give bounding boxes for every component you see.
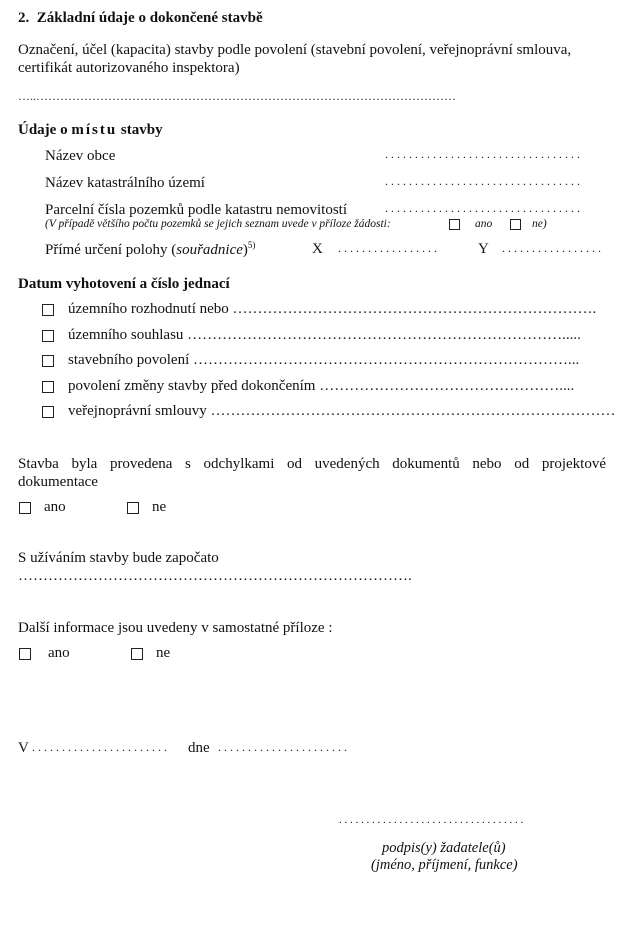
- parcels-list-yes-checkbox[interactable]: [449, 219, 460, 230]
- y-label: Y: [478, 241, 489, 257]
- usage-label: S užíváním stavby bude započato: [18, 550, 219, 566]
- decision-label: povolení změny stavby před dokončením: [68, 378, 316, 394]
- attachment-no-checkbox[interactable]: [131, 648, 143, 660]
- decision-label: stavebního povolení: [68, 352, 190, 368]
- decision-field[interactable]: ………………………………………………………………….....: [187, 327, 581, 343]
- signature-caption-line2: (jméno, příjmení, funkce): [371, 857, 518, 873]
- site-heading-part-b: místu: [71, 122, 118, 138]
- decision-checkbox-public-contract[interactable]: [42, 406, 54, 418]
- parcels-field[interactable]: . . . . . . . . . . . . . . . . . . . . . . . . . . . . . . . . .: [385, 201, 580, 215]
- x-label: X: [312, 241, 323, 257]
- parcels-note: (V případě většího počtu pozemků se jejich seznam uvede v příloze žádosti:: [45, 218, 391, 230]
- section-title-text: Základní údaje o dokončené stavbě: [36, 10, 263, 26]
- coords-footnote: 5): [247, 240, 256, 250]
- decision-checkbox-building-permit[interactable]: [42, 355, 54, 367]
- signature-caption-line1: podpis(y) žadatele(ů): [382, 840, 506, 856]
- place-field[interactable]: . . . . . . . . . . . . . . . . . . . . . . .: [32, 740, 167, 754]
- deviations-yes-label: ano: [44, 499, 66, 515]
- decisions-heading: Datum vyhotovení a číslo jednací: [18, 276, 230, 292]
- coords-label-text: Přímé určení polohy (: [45, 242, 177, 258]
- y-coordinate-field[interactable]: . . . . . . . . . . . . . . . . .: [502, 241, 601, 255]
- decision-field[interactable]: ………………………………………………………………………: [210, 403, 616, 419]
- decision-field[interactable]: …………………………………………………………………...: [192, 352, 580, 368]
- attachment-yes-checkbox[interactable]: [19, 648, 31, 660]
- parcels-list-yes-label: ano: [475, 218, 493, 230]
- designation-label-line1: Označení, účel (kapacita) stavby podle povolení (stavební povolení, veřejnoprávní smlouva,: [18, 42, 572, 58]
- municipality-label: Název obce: [45, 148, 116, 164]
- deviations-no-label: ne: [152, 499, 167, 515]
- decision-item-zoning-consent: [68, 327, 581, 344]
- parcels-label: Parcelní čísla pozemků podle katastru nemovitostí: [45, 202, 348, 218]
- attachment-label: Další informace jsou uvedeny v samostatné příloze :: [18, 620, 333, 636]
- decision-label: územního rozhodnutí nebo: [68, 301, 229, 317]
- coords-label-end: ): [242, 242, 248, 258]
- decision-item-building-permit: [68, 352, 579, 369]
- decision-item-change-permit: [68, 378, 574, 395]
- site-heading-part-a: Údaje o: [18, 122, 68, 138]
- deviations-question-line2: dokumentace: [18, 474, 98, 490]
- site-heading-part-c: stavby: [120, 122, 163, 138]
- usage-field[interactable]: …………………………………………………………………….: [18, 568, 412, 584]
- deviations-question-line1: Stavba byla provedena s odchylkami od uvedených dokumentů nebo od projektové: [18, 456, 606, 472]
- decision-checkbox-zoning-consent[interactable]: [42, 330, 54, 342]
- decision-checkbox-change-permit[interactable]: [42, 381, 54, 393]
- decision-item-public-contract: [68, 403, 615, 420]
- decision-item-zoning: [68, 301, 596, 318]
- decision-label: územního souhlasu: [68, 327, 184, 343]
- designation-field[interactable]: …..……………………………………………………………………………………………: [18, 89, 456, 103]
- decision-checkbox-zoning[interactable]: [42, 304, 54, 316]
- parcels-list-no-label: ne): [532, 218, 547, 230]
- coords-label: [45, 240, 255, 259]
- attachment-no-label: ne: [156, 645, 171, 661]
- deviations-yes-checkbox[interactable]: [19, 502, 31, 514]
- decision-field[interactable]: …………………………………………....: [319, 378, 575, 394]
- decision-label: veřejnoprávní smlouvy: [68, 403, 207, 419]
- decision-field[interactable]: ……………………………………………………………….: [232, 301, 597, 317]
- date-field[interactable]: . . . . . . . . . . . . . . . . . . . . . .: [218, 740, 347, 754]
- coords-label-italic: souřadnice: [176, 242, 243, 258]
- section-title: [18, 10, 263, 27]
- designation-label-line2: certifikát autorizovaného inspektora): [18, 60, 240, 76]
- municipality-field[interactable]: . . . . . . . . . . . . . . . . . . . . . . . . . . . . . . . . .: [385, 147, 580, 161]
- cadastral-field[interactable]: . . . . . . . . . . . . . . . . . . . . . . . . . . . . . . . . .: [385, 174, 580, 188]
- signature-field[interactable]: . . . . . . . . . . . . . . . . . . . . . . . . . . . . . . . . . .: [339, 814, 524, 826]
- section-number: 2.: [18, 10, 30, 26]
- site-heading: [18, 122, 163, 139]
- place-label: V: [18, 740, 29, 756]
- parcels-list-no-checkbox[interactable]: [510, 219, 521, 230]
- deviations-no-checkbox[interactable]: [127, 502, 139, 514]
- cadastral-label: Název katastrálního území: [45, 175, 205, 191]
- date-label: dne: [188, 740, 210, 756]
- x-coordinate-field[interactable]: . . . . . . . . . . . . . . . . .: [338, 241, 437, 255]
- attachment-yes-label: ano: [48, 645, 70, 661]
